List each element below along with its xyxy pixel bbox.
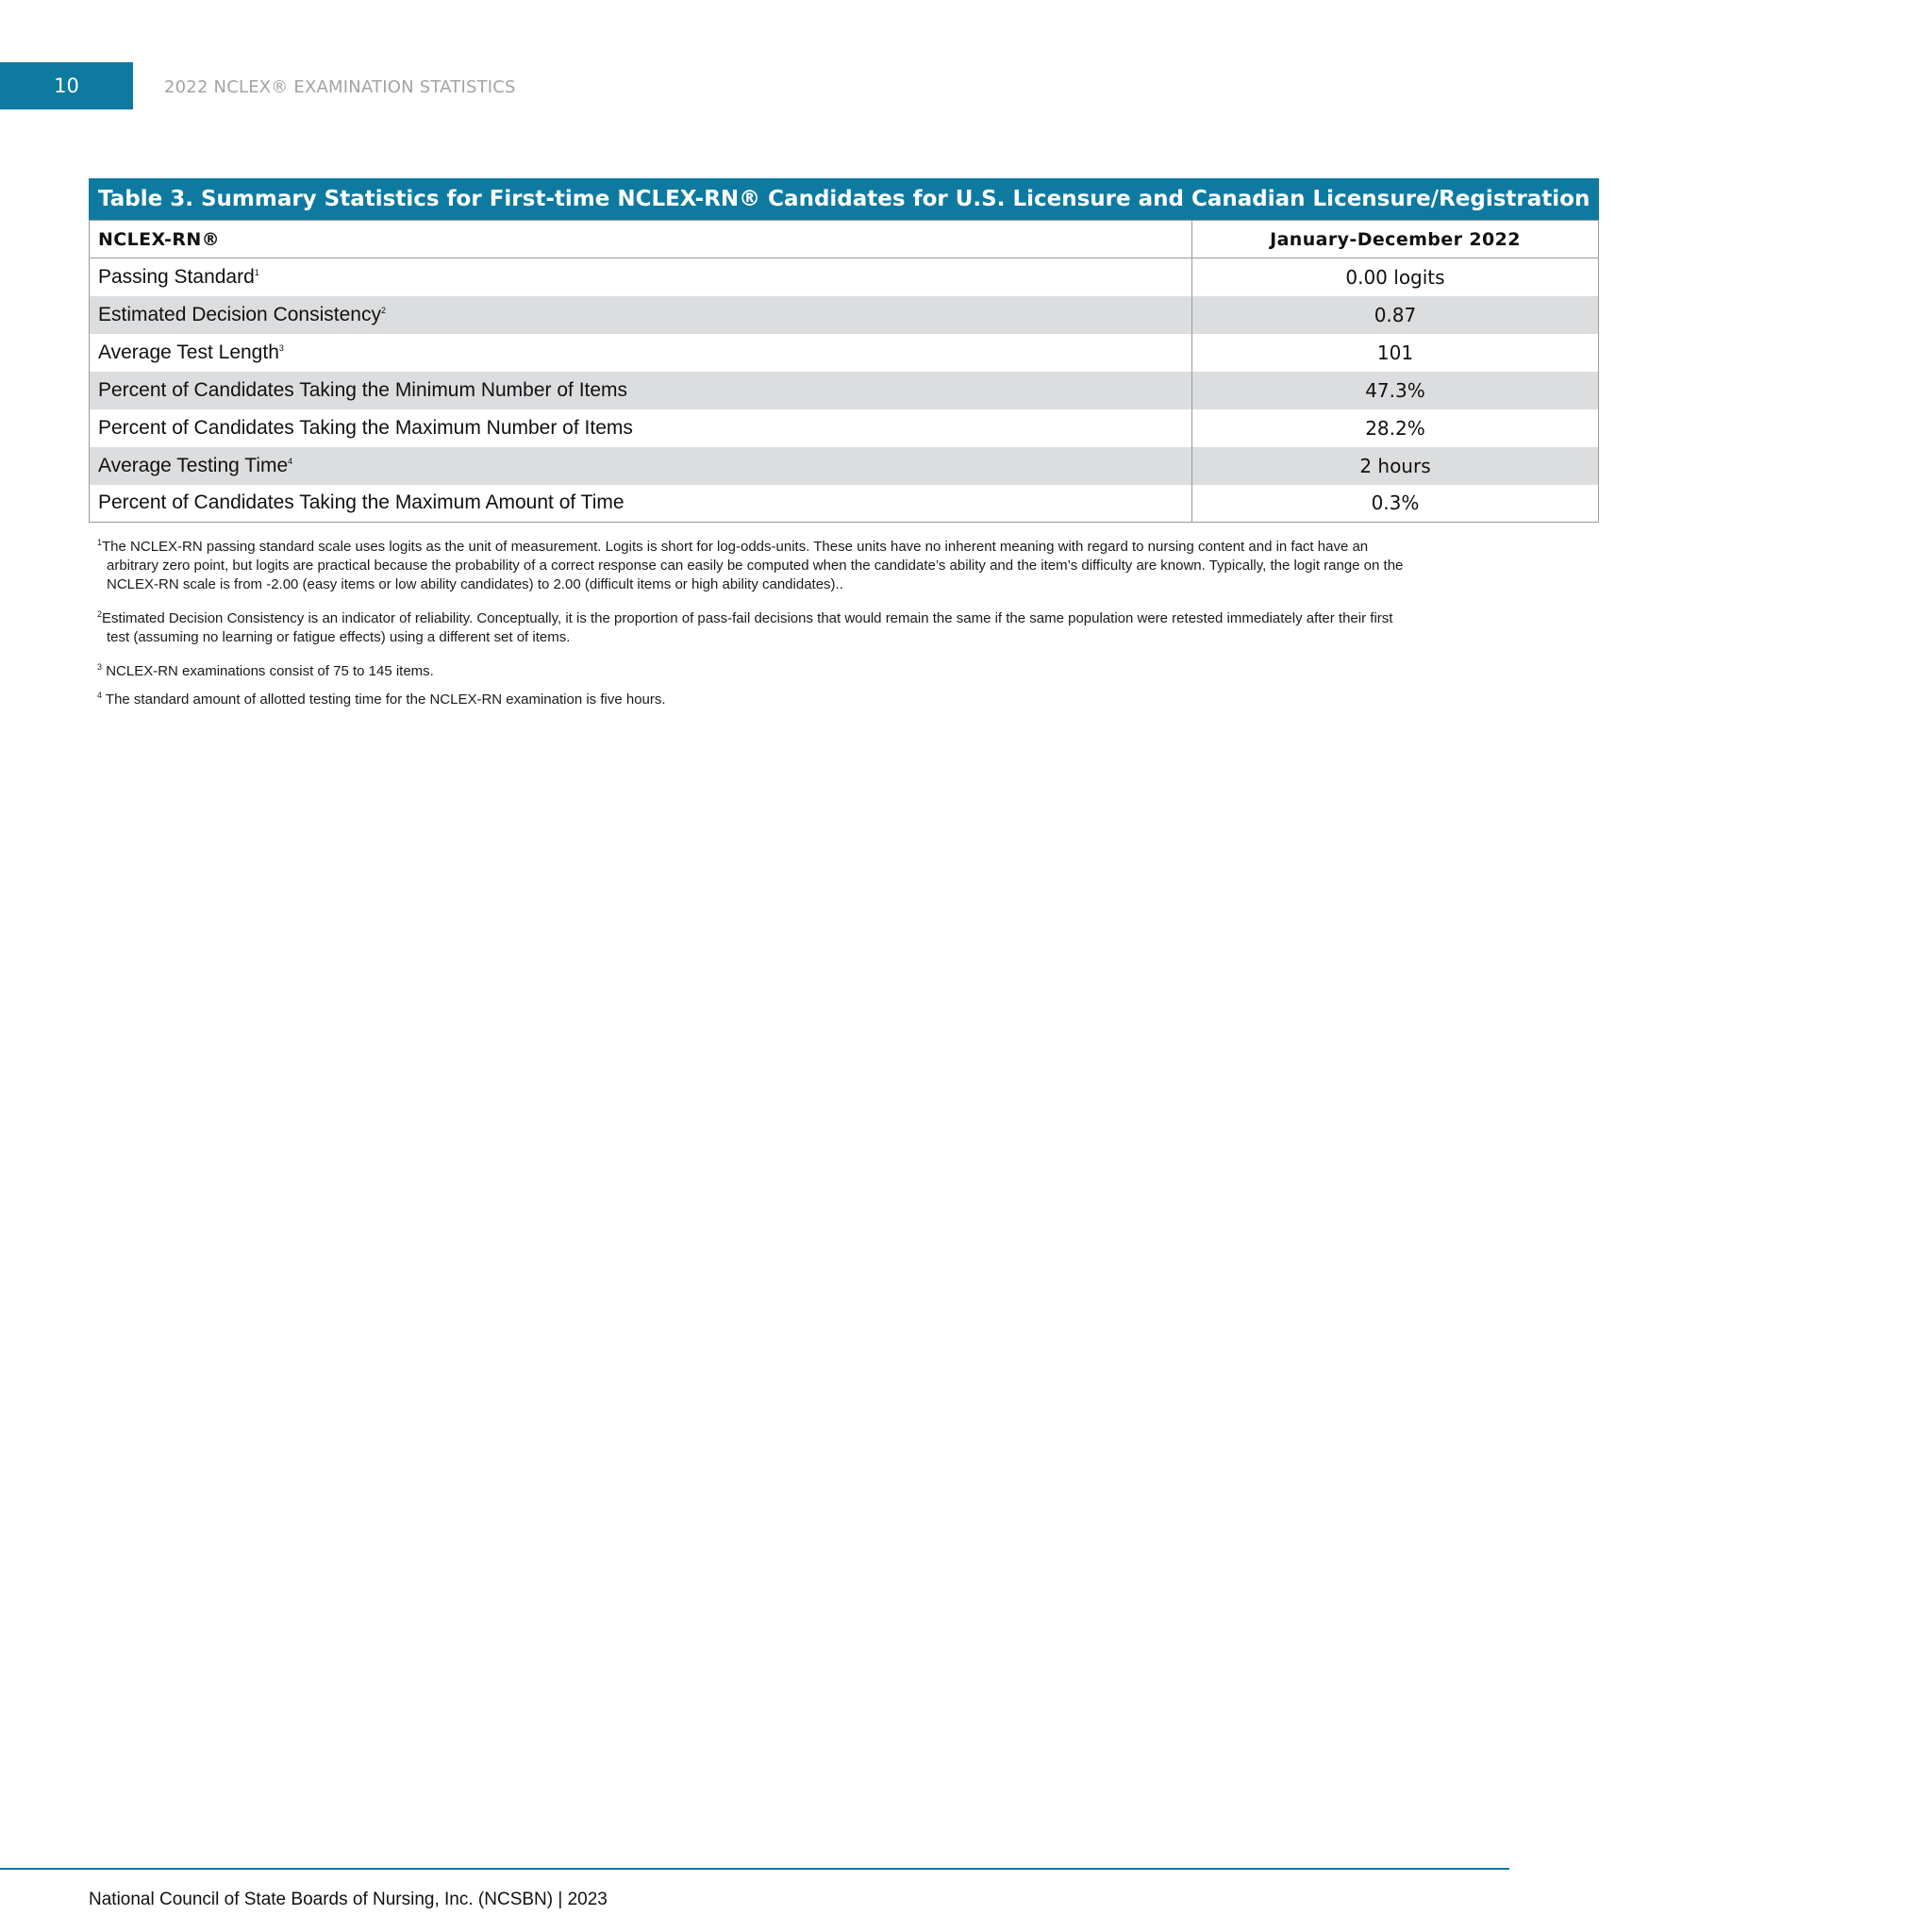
footer-credit: National Council of State Boards of Nursing, Inc. (NCSBN) | 2023 <box>89 1890 608 1909</box>
footnote-text: Estimated Decision Consistency is an indicator of reliability. Conceptually, it is the proportion of pass-fail decisions that would remain the same if the same population were retested immediately after their first test (assuming no learning or fatigue effects) using a different set of items. <box>102 610 1393 645</box>
table-row <box>90 409 1599 447</box>
table-row <box>90 447 1599 485</box>
footnote-1 <box>97 538 1418 594</box>
column-header-exam: NCLEX-RN® <box>90 221 1192 258</box>
row-value: 0.00 logits <box>1191 258 1599 296</box>
row-label <box>90 258 1192 296</box>
row-value: 28.2% <box>1191 409 1599 447</box>
page-number: 10 <box>0 62 133 109</box>
running-title: 2022 NCLEX® EXAMINATION STATISTICS <box>164 77 516 97</box>
footnote-mark: 3 <box>97 662 103 672</box>
footer-divider <box>0 1868 1509 1870</box>
table-caption: Table 3. Summary Statistics for First-time NCLEX-RN® Candidates for U.S. Licensure and Canadian Licensure/Registration <box>89 178 1599 220</box>
footnote-text: The NCLEX-RN passing standard scale uses logits as the unit of measurement. Logits is short for log-odds-units. These units have no inherent meaning with regard to nursing content and in fact have an arbitrary zero point, but logits are practical because the probability of a correct response can easily be computed when the candidate’s ability and the item’s difficulty are known. Typically, the logit range on the NCLEX-RN scale is from -2.00 (easy items or low ability candidates) to 2.00 (difficult items or high ability candidates).. <box>102 539 1404 592</box>
footnote-mark: 2 <box>97 609 103 619</box>
column-header-period: January-December 2022 <box>1191 221 1599 258</box>
row-label: Percent of Candidates Taking the Maximum Number of Items <box>90 409 1192 447</box>
footnote-ref: 3 <box>278 342 284 353</box>
row-value: 0.3% <box>1191 485 1599 523</box>
table-row <box>90 296 1599 334</box>
row-label: Percent of Candidates Taking the Maximum Amount of Time <box>90 485 1192 523</box>
footnote-4 <box>97 691 1418 709</box>
table-row <box>90 372 1599 409</box>
footnote-ref: 4 <box>288 456 293 466</box>
footnotes <box>97 538 1418 709</box>
footnote-text: The standard amount of allotted testing time for the NCLEX-RN examination is five hours. <box>105 691 666 708</box>
summary-statistics-table <box>89 178 1599 523</box>
table-row <box>90 258 1599 296</box>
row-label: Percent of Candidates Taking the Minimum Number of Items <box>90 372 1192 409</box>
footnote-mark: 4 <box>97 691 103 700</box>
row-value: 101 <box>1191 334 1599 372</box>
table-row <box>90 334 1599 372</box>
row-label <box>90 447 1192 485</box>
footnote-2 <box>97 609 1418 647</box>
footnote-text: NCLEX-RN examinations consist of 75 to 145 items. <box>106 663 434 679</box>
row-label-text: Passing Standard <box>98 265 255 288</box>
row-value: 0.87 <box>1191 296 1599 334</box>
row-value: 2 hours <box>1191 447 1599 485</box>
row-label <box>90 296 1192 334</box>
table-row <box>90 485 1599 523</box>
footnote-3 <box>97 662 1418 681</box>
row-label-text: Average Testing Time <box>98 454 289 476</box>
row-label <box>90 334 1192 372</box>
row-label-text: Average Test Length <box>98 341 279 363</box>
table-header-row <box>90 221 1599 258</box>
footnote-ref: 2 <box>380 305 386 315</box>
row-label-text: Estimated Decision Consistency <box>98 303 381 325</box>
row-value: 47.3% <box>1191 372 1599 409</box>
footnote-mark: 1 <box>97 538 103 547</box>
footnote-ref: 1 <box>254 267 259 277</box>
